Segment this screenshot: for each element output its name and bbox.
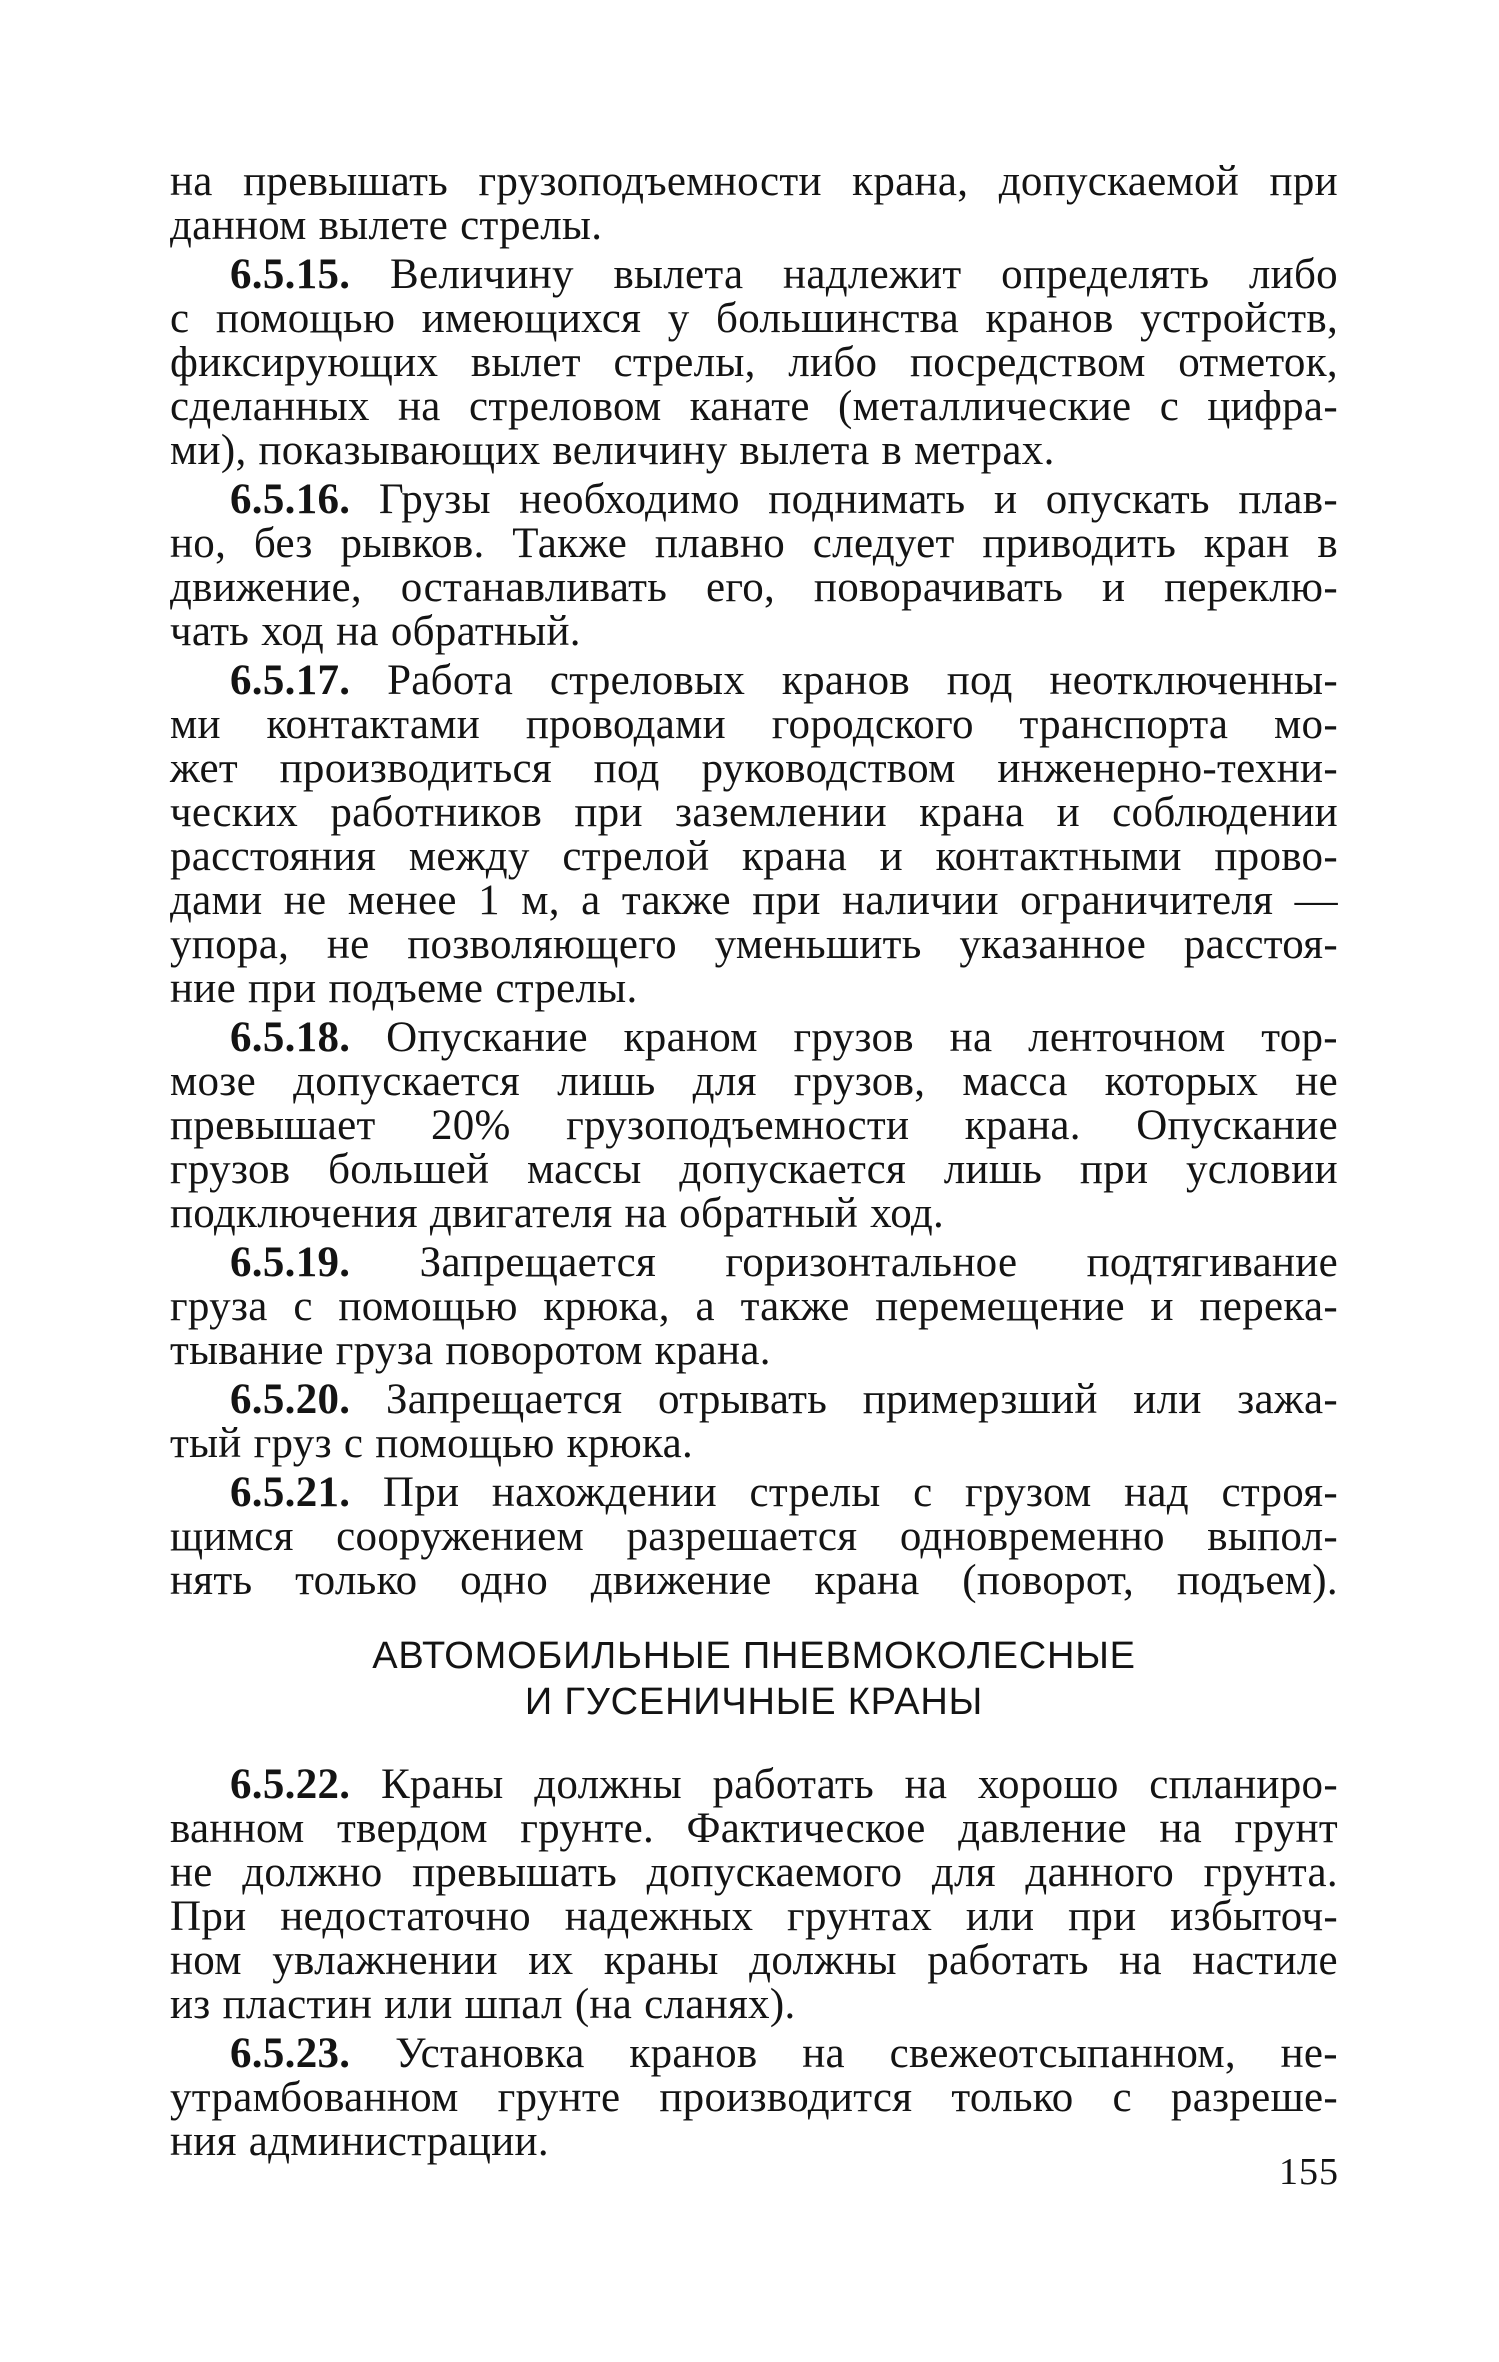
word: данного	[1025, 1849, 1175, 1896]
word: а	[581, 877, 601, 924]
word: стрелой	[562, 833, 710, 880]
word: их	[528, 1937, 574, 1984]
word: имеющихся	[421, 295, 642, 342]
word: городского	[771, 701, 974, 748]
word: с	[170, 295, 190, 342]
word: под	[593, 745, 660, 792]
word: производиться	[279, 745, 552, 792]
clause-number: 6.5.20.	[230, 1376, 351, 1423]
word: тывание	[170, 1327, 324, 1374]
word: не-	[1280, 2030, 1338, 2077]
word: не	[283, 877, 327, 924]
word: при	[574, 789, 643, 836]
word: определять	[1001, 251, 1210, 298]
word: администрации.	[248, 2118, 549, 2165]
word: из	[170, 1981, 211, 2028]
word: грунта.	[1203, 1849, 1338, 1896]
word: величину	[552, 427, 728, 474]
word: грунтах	[787, 1893, 933, 1940]
word: жет	[170, 745, 238, 792]
word: допускается	[679, 1146, 907, 1193]
word: тор-	[1261, 1014, 1338, 1061]
word: показывающих	[258, 427, 541, 474]
page-number: 155	[1279, 2151, 1339, 2193]
word: м,	[521, 877, 560, 924]
clause-number: 6.5.21.	[230, 1469, 351, 1516]
word: надежных	[564, 1893, 754, 1940]
word: работать	[712, 1761, 874, 1808]
word: Запрещается	[385, 1376, 623, 1423]
word: не	[170, 1849, 213, 1896]
paragraph-6-5-23	[170, 2032, 1338, 2164]
word: большинства	[716, 295, 960, 342]
word: ограничителя	[1020, 877, 1274, 924]
word: с	[913, 1469, 933, 1516]
word: вылета	[613, 251, 744, 298]
word: следует	[812, 520, 955, 567]
word: не	[326, 921, 370, 968]
word: надлежит	[783, 251, 962, 298]
word: плав-	[1238, 476, 1338, 523]
word: под	[946, 657, 1013, 704]
word: разреше-	[1170, 2074, 1338, 2121]
word: (поворот,	[962, 1557, 1135, 1604]
word: или	[384, 1981, 453, 2028]
word: Величину	[390, 251, 574, 298]
word: фиксирующих	[170, 339, 439, 386]
word: отметок,	[1178, 339, 1338, 386]
word: у	[667, 295, 690, 342]
word: кранов	[781, 657, 910, 704]
word: грузоподъемности	[478, 158, 822, 205]
word: помощью	[215, 295, 396, 342]
word: одно	[460, 1557, 548, 1604]
paragraph-6-5-18	[170, 1016, 1338, 1236]
word: наличии	[842, 877, 999, 924]
word: которых	[1104, 1058, 1259, 1105]
word: допускаемого	[646, 1849, 903, 1896]
word: массы	[526, 1146, 642, 1193]
word: зажа-	[1237, 1376, 1338, 1423]
word: на	[949, 1014, 993, 1061]
word: на	[904, 1761, 948, 1808]
word: нахождении	[491, 1469, 717, 1516]
word: крюка.	[566, 1420, 694, 1467]
paragraph-6-5-21	[170, 1471, 1338, 1603]
word: Также	[512, 520, 628, 567]
word: стрелы,	[613, 339, 756, 386]
word: помощью	[375, 1420, 555, 1467]
word: должно	[242, 1849, 383, 1896]
word: подтягивание	[1086, 1239, 1338, 1286]
word: груза	[170, 1283, 268, 1330]
word: проводами	[525, 701, 726, 748]
word: данном	[170, 202, 307, 249]
word: двигателя	[429, 1190, 613, 1237]
word: При	[382, 1469, 460, 1516]
word: рывков.	[340, 520, 485, 567]
section-heading	[170, 1633, 1338, 1725]
word: подъем).	[1176, 1557, 1338, 1604]
word: кран	[1203, 520, 1290, 567]
word: обратный.	[390, 608, 581, 655]
paragraph-6-5-22	[170, 1763, 1338, 2027]
word: условии	[1185, 1146, 1338, 1193]
word: упора,	[170, 921, 290, 968]
word: превышает	[170, 1102, 376, 1149]
word: в	[1317, 520, 1338, 567]
word: и	[1056, 789, 1080, 836]
paragraph-6-5-16	[170, 478, 1338, 654]
word: увлажнении	[272, 1937, 498, 1984]
word: подъеме	[328, 965, 484, 1012]
word: но,	[170, 520, 227, 567]
word: перека-	[1199, 1283, 1338, 1330]
word: отрывать	[657, 1376, 828, 1423]
word: вылете	[318, 202, 449, 249]
word: и	[879, 833, 903, 880]
word: производится	[659, 2074, 913, 2121]
word: 1	[478, 877, 500, 924]
word: только	[951, 2074, 1074, 2121]
word: стреловых	[549, 657, 746, 704]
word: устройств,	[1140, 295, 1338, 342]
word: при	[248, 965, 317, 1012]
word: (металлические	[838, 383, 1132, 430]
word: на	[397, 383, 441, 430]
word: расстоя-	[1183, 921, 1338, 968]
word: неотключенны-	[1049, 657, 1338, 704]
word: крюка,	[543, 1283, 670, 1330]
word: ванном	[170, 1805, 305, 1852]
clause-number: 6.5.16.	[230, 476, 351, 523]
word: работать	[927, 1937, 1089, 1984]
word: для	[692, 1058, 757, 1105]
paragraph-continuation	[170, 160, 1338, 248]
word: кранов	[985, 295, 1114, 342]
word: на	[336, 608, 379, 655]
word: на	[802, 2030, 845, 2077]
word: дами	[170, 877, 263, 924]
word: горизонтальное	[725, 1239, 1018, 1286]
word: на	[170, 158, 213, 205]
word: строя-	[1221, 1469, 1338, 1516]
word: хорошо	[977, 1761, 1119, 1808]
word: одновременно	[899, 1513, 1165, 1560]
word: крана	[741, 833, 848, 880]
word: должны	[534, 1761, 682, 1808]
word: и	[1101, 564, 1126, 611]
paragraph-6-5-17	[170, 659, 1338, 1011]
word: при	[1079, 1146, 1149, 1193]
word: только	[295, 1557, 418, 1604]
heading-line: АВТОМОБИЛЬНЫЕ ПНЕВМОКОЛЕСНЫЕ	[372, 1635, 1136, 1677]
word: должны	[749, 1937, 897, 1984]
word: ние	[170, 965, 237, 1012]
word: канате	[689, 383, 810, 430]
word: свежеотсыпанном,	[889, 2030, 1236, 2077]
word: краны	[603, 1937, 719, 1984]
word: инженерно-техни-	[997, 745, 1338, 792]
word: (на	[574, 1981, 633, 2028]
word: метрах.	[914, 427, 1055, 474]
word: уменьшить	[714, 921, 922, 968]
word: большей	[328, 1146, 490, 1193]
paragraph-6-5-19	[170, 1241, 1338, 1373]
word: посредством	[909, 339, 1146, 386]
word: необходимо	[519, 476, 740, 523]
clause-number: 6.5.19.	[230, 1239, 351, 1286]
word: грунте	[497, 2074, 621, 2121]
word: на	[1119, 1937, 1162, 1984]
word: масса	[962, 1058, 1068, 1105]
word: над	[1124, 1469, 1189, 1516]
word: при	[1068, 1893, 1137, 1940]
word: при	[752, 877, 821, 924]
word: лишь	[943, 1146, 1043, 1193]
word: позволяющего	[407, 921, 677, 968]
word: груз	[253, 1420, 332, 1467]
word: Фактическое	[686, 1805, 926, 1852]
word: помощью	[338, 1283, 518, 1330]
word: поднимать	[768, 476, 966, 523]
word: с	[1159, 383, 1180, 430]
word: Установка	[395, 2030, 585, 2077]
word: работников	[330, 789, 543, 836]
word: его,	[705, 564, 776, 611]
word: останавливать	[400, 564, 668, 611]
word: Опускание	[386, 1014, 588, 1061]
word: поворотом	[445, 1327, 643, 1374]
word: —	[1294, 877, 1338, 924]
word: заземлении	[675, 789, 887, 836]
word: недостаточно	[280, 1893, 531, 1940]
word: При	[170, 1893, 247, 1940]
word: Запрещается	[419, 1239, 657, 1286]
word: разрешается	[626, 1513, 858, 1560]
word: расстояния	[170, 833, 377, 880]
word: поворачивать	[813, 564, 1064, 611]
word: контактами	[266, 701, 481, 748]
word: кранов	[629, 2030, 758, 2077]
word: чать	[170, 608, 250, 655]
word: твердом	[337, 1805, 488, 1852]
word: менее	[347, 877, 457, 924]
word: или	[1133, 1376, 1202, 1423]
word: мо-	[1274, 701, 1338, 748]
word: либо	[1248, 251, 1338, 298]
word: Грузы	[378, 476, 491, 523]
word: грунт	[1234, 1805, 1338, 1852]
word: также	[740, 1283, 850, 1330]
word: сланях).	[644, 1981, 796, 2028]
word: Работа	[387, 657, 514, 704]
word: выпол-	[1207, 1513, 1338, 1560]
word: давление	[958, 1805, 1127, 1852]
word: ход	[261, 608, 325, 655]
word: ческих	[170, 789, 299, 836]
clause-number: 6.5.17.	[230, 657, 351, 704]
word: 20%	[430, 1102, 511, 1149]
word: плавно	[654, 520, 786, 567]
word: грузоподъемности	[566, 1102, 910, 1149]
word: с	[343, 1420, 364, 1467]
word: пластин	[222, 1981, 373, 2028]
clause-number: 6.5.22.	[230, 1761, 351, 1808]
clause-number: 6.5.18.	[230, 1014, 351, 1061]
word: вылета	[739, 427, 870, 474]
word: допускаемой	[998, 158, 1240, 205]
word: стрелы.	[460, 202, 603, 249]
word: контактными	[935, 833, 1182, 880]
paragraph-6-5-20	[170, 1378, 1338, 1466]
word: крана.	[654, 1327, 771, 1374]
word: крана	[814, 1557, 920, 1604]
word: переклю-	[1164, 564, 1338, 611]
word: и	[993, 476, 1018, 523]
word: Краны	[380, 1761, 504, 1808]
word: опускать	[1045, 476, 1210, 523]
word: примерзший	[862, 1376, 1098, 1423]
word: груза	[335, 1327, 434, 1374]
word: спланиро-	[1149, 1761, 1338, 1808]
word: вылет	[470, 339, 581, 386]
word: руководством	[701, 745, 956, 792]
word: или	[965, 1893, 1035, 1940]
word: настиле	[1192, 1937, 1338, 1984]
word: допускается	[293, 1058, 520, 1105]
word: также	[621, 877, 731, 924]
word: движение	[590, 1557, 772, 1604]
word: транспорта	[1019, 701, 1229, 748]
word: стреловом	[468, 383, 662, 430]
word: сооружением	[336, 1513, 584, 1560]
word: прово-	[1214, 833, 1338, 880]
word: щимся	[170, 1513, 294, 1560]
word: грузов	[793, 1014, 914, 1061]
word: на	[1159, 1805, 1203, 1852]
word: с	[1112, 2074, 1132, 2121]
word: нять	[170, 1557, 253, 1604]
word: грузом	[965, 1469, 1092, 1516]
word: ми	[170, 701, 221, 748]
word: стрелы	[749, 1469, 881, 1516]
word: крана.	[964, 1102, 1081, 1149]
clause-number: 6.5.15.	[230, 251, 351, 298]
word: мозе	[170, 1058, 256, 1105]
word: избыточ-	[1170, 1893, 1338, 1940]
word: с	[293, 1283, 313, 1330]
word: либо	[788, 339, 878, 386]
word: грунте.	[520, 1805, 655, 1852]
word: крана,	[852, 158, 969, 205]
word: превышать	[243, 158, 449, 205]
word: перемещение	[875, 1283, 1125, 1330]
word: а	[695, 1283, 715, 1330]
word: без	[253, 520, 313, 567]
word: шпал	[464, 1981, 563, 2028]
word: лишь	[557, 1058, 656, 1105]
word: при	[1269, 158, 1338, 205]
word: утрамбованном	[170, 2074, 459, 2121]
word: ми),	[170, 427, 247, 474]
word: сделанных	[170, 383, 370, 430]
word: краном	[623, 1014, 758, 1061]
word: цифра-	[1207, 383, 1338, 430]
word: обратный	[679, 1190, 859, 1237]
heading-line: И ГУСЕНИЧНЫЕ КРАНЫ	[524, 1681, 984, 1723]
word: грузов,	[793, 1058, 926, 1105]
word: стрелы.	[495, 965, 638, 1012]
word: на	[624, 1190, 668, 1237]
word: приводить	[982, 520, 1177, 567]
word: движение,	[170, 564, 362, 611]
word: в	[881, 427, 903, 474]
word: ленточном	[1028, 1014, 1226, 1061]
word: Опускание	[1136, 1102, 1338, 1149]
text-column	[170, 160, 1338, 2169]
word: между	[408, 833, 530, 880]
word: ном	[170, 1937, 242, 1984]
word: для	[931, 1849, 996, 1896]
word: грузов	[170, 1146, 291, 1193]
word: соблюдении	[1112, 789, 1338, 836]
clause-number: 6.5.23.	[230, 2030, 351, 2077]
word: ход.	[870, 1190, 945, 1237]
word: крана	[919, 789, 1025, 836]
word: ния	[170, 2118, 237, 2165]
word: не	[1295, 1058, 1338, 1105]
word: указанное	[959, 921, 1147, 968]
word: подключения	[170, 1190, 418, 1237]
paragraph-6-5-15	[170, 253, 1338, 473]
word: превышать	[412, 1849, 618, 1896]
word: и	[1150, 1283, 1174, 1330]
word: тый	[170, 1420, 242, 1467]
